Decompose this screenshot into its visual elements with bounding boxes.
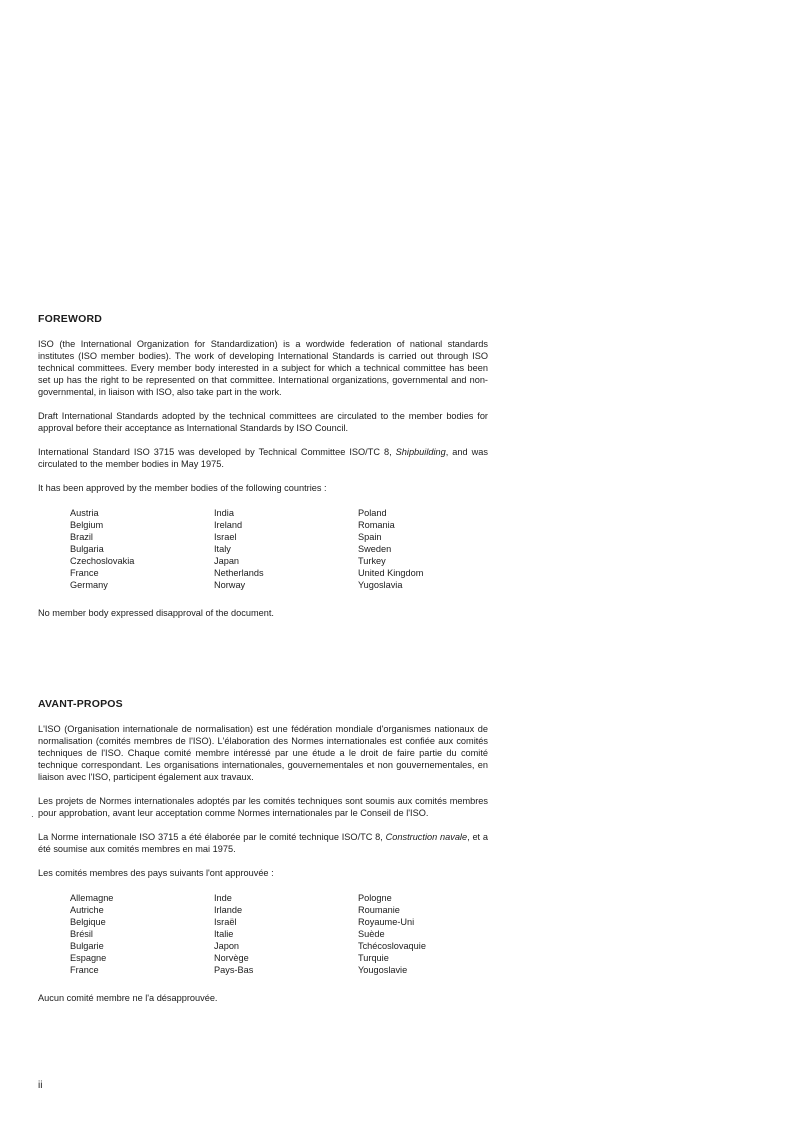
country-name: Ireland bbox=[214, 520, 243, 530]
country-name: Germany bbox=[70, 580, 108, 590]
avant-propos-paragraph-standard bbox=[38, 831, 488, 855]
country-name: Turquie bbox=[358, 953, 389, 963]
country-name: Bulgarie bbox=[70, 941, 104, 951]
countries-column bbox=[70, 892, 214, 976]
country-name: Italy bbox=[214, 544, 231, 554]
country-name: Tchécoslovaquie bbox=[358, 941, 426, 951]
scan-artifact-dot: · bbox=[31, 812, 34, 821]
country-name: United Kingdom bbox=[358, 568, 424, 578]
country-name: Spain bbox=[358, 532, 382, 542]
country-name: Italie bbox=[214, 929, 234, 939]
country-name: Turkey bbox=[358, 556, 386, 566]
country-name: Allemagne bbox=[70, 893, 114, 903]
country-name: Israël bbox=[214, 917, 237, 927]
country-name: France bbox=[70, 568, 99, 578]
country-name: France bbox=[70, 965, 99, 975]
standard-text-after: , et a été soumise aux comités membres en mai 1975. bbox=[38, 832, 489, 854]
countries-intro: It has been approved by the member bodies of the following countries : bbox=[38, 483, 327, 493]
country-name: Japan bbox=[214, 556, 240, 566]
foreword-paragraph-drafts: Draft International Standards adopted by the technical committees are circulated to the member bodies for approval before their acceptance as International Standards by ISO Council. bbox=[38, 411, 488, 433]
country-name: Irlande bbox=[214, 905, 243, 915]
avant-propos-heading: AVANT-PROPOS bbox=[38, 698, 123, 710]
countries-list bbox=[70, 892, 488, 976]
countries-column bbox=[70, 507, 214, 591]
standard-text-after: , and was circulated to the member bodies in May 1975. bbox=[38, 447, 489, 469]
standard-text-before: La Norme internationale ISO 3715 a été élaborée par le comité technique ISO/TC 8, bbox=[38, 832, 386, 842]
country-name: Inde bbox=[214, 893, 232, 903]
country-name: Pays-Bas bbox=[214, 965, 254, 975]
country-name: Suède bbox=[358, 929, 385, 939]
country-name: Norway bbox=[214, 580, 246, 590]
country-name: Sweden bbox=[358, 544, 392, 554]
country-name: Belgique bbox=[70, 917, 106, 927]
countries-column bbox=[358, 892, 502, 976]
countries-column bbox=[214, 507, 358, 591]
avant-propos-paragraph-drafts: Les projets de Normes internationales adoptés par les comités techniques sont soumis aux comités membres pour approbation, avant leur acceptation comme Normes internationales par le Conseil de l'ISO. bbox=[38, 796, 488, 818]
committee-title: Construction navale bbox=[385, 832, 468, 842]
country-name: Bulgaria bbox=[70, 544, 104, 554]
country-name: Pologne bbox=[358, 893, 392, 903]
foreword-heading: FOREWORD bbox=[38, 313, 103, 325]
committee-title: Shipbuilding bbox=[395, 447, 446, 457]
country-name: Belgium bbox=[70, 520, 104, 530]
foreword-section bbox=[38, 313, 488, 619]
country-name: Austria bbox=[70, 508, 99, 518]
avant-propos-paragraph-iso: L'ISO (Organisation internationale de normalisation) est une fédération mondiale d'organismes nationaux de normalisation (comités membres de l'ISO). L'élaboration des Normes internationales est confiée aux comités techniques de l'ISO. Chaque comité membre intéressé par une étude a le droit de faire partie du comité technique correspondant. Les organisations internationales, gouvernementales et non gouvernementales, en liaison avec l'ISO, participent également aux travaux. bbox=[38, 724, 488, 782]
country-name: Royaume-Uni bbox=[358, 917, 415, 927]
country-name: Netherlands bbox=[214, 568, 264, 578]
countries-list bbox=[70, 507, 488, 591]
avant-propos-section bbox=[38, 698, 488, 1004]
country-name: Brazil bbox=[70, 532, 93, 542]
countries-intro: Les comités membres des pays suivants l'ont approuvée : bbox=[38, 868, 274, 878]
country-name: Japon bbox=[214, 941, 240, 951]
country-name: India bbox=[214, 508, 234, 518]
closing-statement: Aucun comité membre ne l'a désapprouvée. bbox=[38, 993, 218, 1003]
foreword-paragraph-iso: ISO (the International Organization for Standardization) is a wordwide federation of national standards institutes (ISO member bodies). The work of developing International Standards is carried out through ISO technical committees. Every member body interested in a subject for which a technical committee has been set up has the right to be represented on that committee. International organizations, governmental and non-governmental, in liaison with ISO, also take part in the work. bbox=[38, 339, 488, 397]
standard-text-before: International Standard ISO 3715 was developed by Technical Committee ISO/TC 8, bbox=[38, 447, 396, 457]
country-name: Norvège bbox=[214, 953, 249, 963]
country-name: Yugoslavia bbox=[358, 580, 403, 590]
country-name: Israel bbox=[214, 532, 237, 542]
country-name: Poland bbox=[358, 508, 387, 518]
country-name: Romania bbox=[358, 520, 395, 530]
closing-statement: No member body expressed disapproval of the document. bbox=[38, 608, 274, 618]
countries-column bbox=[358, 507, 502, 591]
country-name: Czechoslovakia bbox=[70, 556, 135, 566]
page-number: ii bbox=[38, 1080, 43, 1091]
country-name: Autriche bbox=[70, 905, 104, 915]
foreword-paragraph-standard bbox=[38, 446, 488, 470]
countries-column bbox=[214, 892, 358, 976]
country-name: Espagne bbox=[70, 953, 107, 963]
country-name: Roumanie bbox=[358, 905, 400, 915]
country-name: Brésil bbox=[70, 929, 93, 939]
country-name: Yougoslavie bbox=[358, 965, 408, 975]
